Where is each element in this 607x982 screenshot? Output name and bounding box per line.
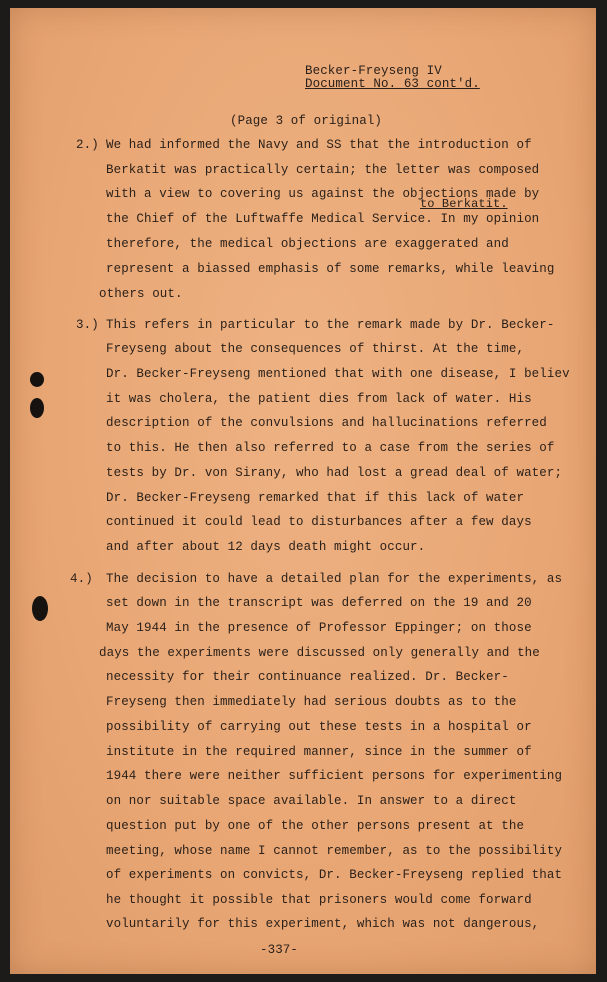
paragraph-3-line: and after about 12 days death might occur.	[106, 540, 426, 554]
paragraph-4-line: question put by one of the other persons present at the	[106, 819, 525, 833]
header-document-number: Document No. 63 cont'd.	[305, 77, 480, 91]
paragraph-2-line: others out.	[99, 287, 183, 301]
paragraph-4-line: 1944 there were neither sufficient persons for experimenting	[106, 769, 563, 783]
paragraph-4-line: on nor suitable space available. In answer to a direct	[106, 794, 517, 808]
page-number: -337-	[260, 943, 299, 957]
punch-hole-lower	[32, 596, 48, 621]
paragraph-4-line: possibility of carrying out these tests in a hospital or	[106, 720, 532, 734]
paragraph-4-line: Freyseng then immediately had serious doubts as to the	[106, 695, 517, 709]
paragraph-4-line: The decision to have a detailed plan for the experiments, as	[106, 572, 563, 586]
paragraph-3-line: Dr. Becker-Freyseng mentioned that with one disease, I believ	[106, 367, 570, 381]
paragraph-2-line: Berkatit was practically certain; the letter was composed	[106, 163, 540, 177]
paragraph-4-line: set down in the transcript was deferred on the 19 and 20	[106, 596, 532, 610]
paragraph-3-line: Freyseng about the consequences of thirst. At the time,	[106, 342, 525, 356]
paragraph-2-line: represent a biassed emphasis of some remarks, while leaving	[106, 262, 555, 276]
paragraph-4-line: institute in the required manner, since in the summer of	[106, 745, 532, 759]
paragraph-4-line: of experiments on convicts, Dr. Becker-Freyseng replied that	[106, 868, 563, 882]
paragraph-2-line: the Chief of the Luftwaffe Medical Service. In my opinion	[106, 212, 540, 226]
punch-hole-upper-a	[30, 372, 44, 387]
paragraph-3-line: to this. He then also referred to a case from the series of	[106, 441, 555, 455]
paragraph-4-line: necessity for their continuance realized. Dr. Becker-	[106, 670, 509, 684]
document-page	[10, 8, 596, 974]
paragraph-4-line: voluntarily for this experiment, which was not dangerous,	[106, 917, 540, 931]
page-marker: (Page 3 of original)	[230, 114, 383, 128]
paragraph-2-line: with a view to covering us against the objections made by	[106, 187, 540, 201]
paragraph-3-line: it was cholera, the patient dies from lack of water. His	[106, 392, 532, 406]
paragraph-4-line: days the experiments were discussed only generally and the	[99, 646, 540, 660]
paragraph-4-line: meeting, whose name I cannot remember, as to the possibility	[106, 844, 563, 858]
punch-hole-upper-b	[30, 398, 44, 418]
paragraph-3-line: description of the convulsions and hallucinations referred	[106, 416, 547, 430]
paragraph-2-line: therefore, the medical objections are exaggerated and	[106, 237, 509, 251]
paragraph-number-4: 4.)	[70, 572, 93, 586]
paragraph-3-line: continued it could lead to disturbances after a few days	[106, 515, 532, 529]
paragraph-4-line: May 1944 in the presence of Professor Eppinger; on those	[106, 621, 532, 635]
paragraph-3-line: This refers in particular to the remark made by Dr. Becker-	[106, 318, 555, 332]
paragraph-2-line: We had informed the Navy and SS that the introduction of	[106, 138, 532, 152]
paragraph-4-line: he thought it possible that prisoners would come forward	[106, 893, 532, 907]
paragraph-3-line: tests by Dr. von Sirany, who had lost a gread deal of water;	[106, 466, 563, 480]
paragraph-3-line: Dr. Becker-Freyseng remarked that if this lack of water	[106, 491, 525, 505]
paragraph-number-3: 3.)	[76, 318, 99, 332]
interlinear-insert: to Berkatit.	[420, 197, 508, 211]
header-title: Becker-Freyseng IV	[305, 64, 442, 78]
paragraph-number-2: 2.)	[76, 138, 99, 152]
